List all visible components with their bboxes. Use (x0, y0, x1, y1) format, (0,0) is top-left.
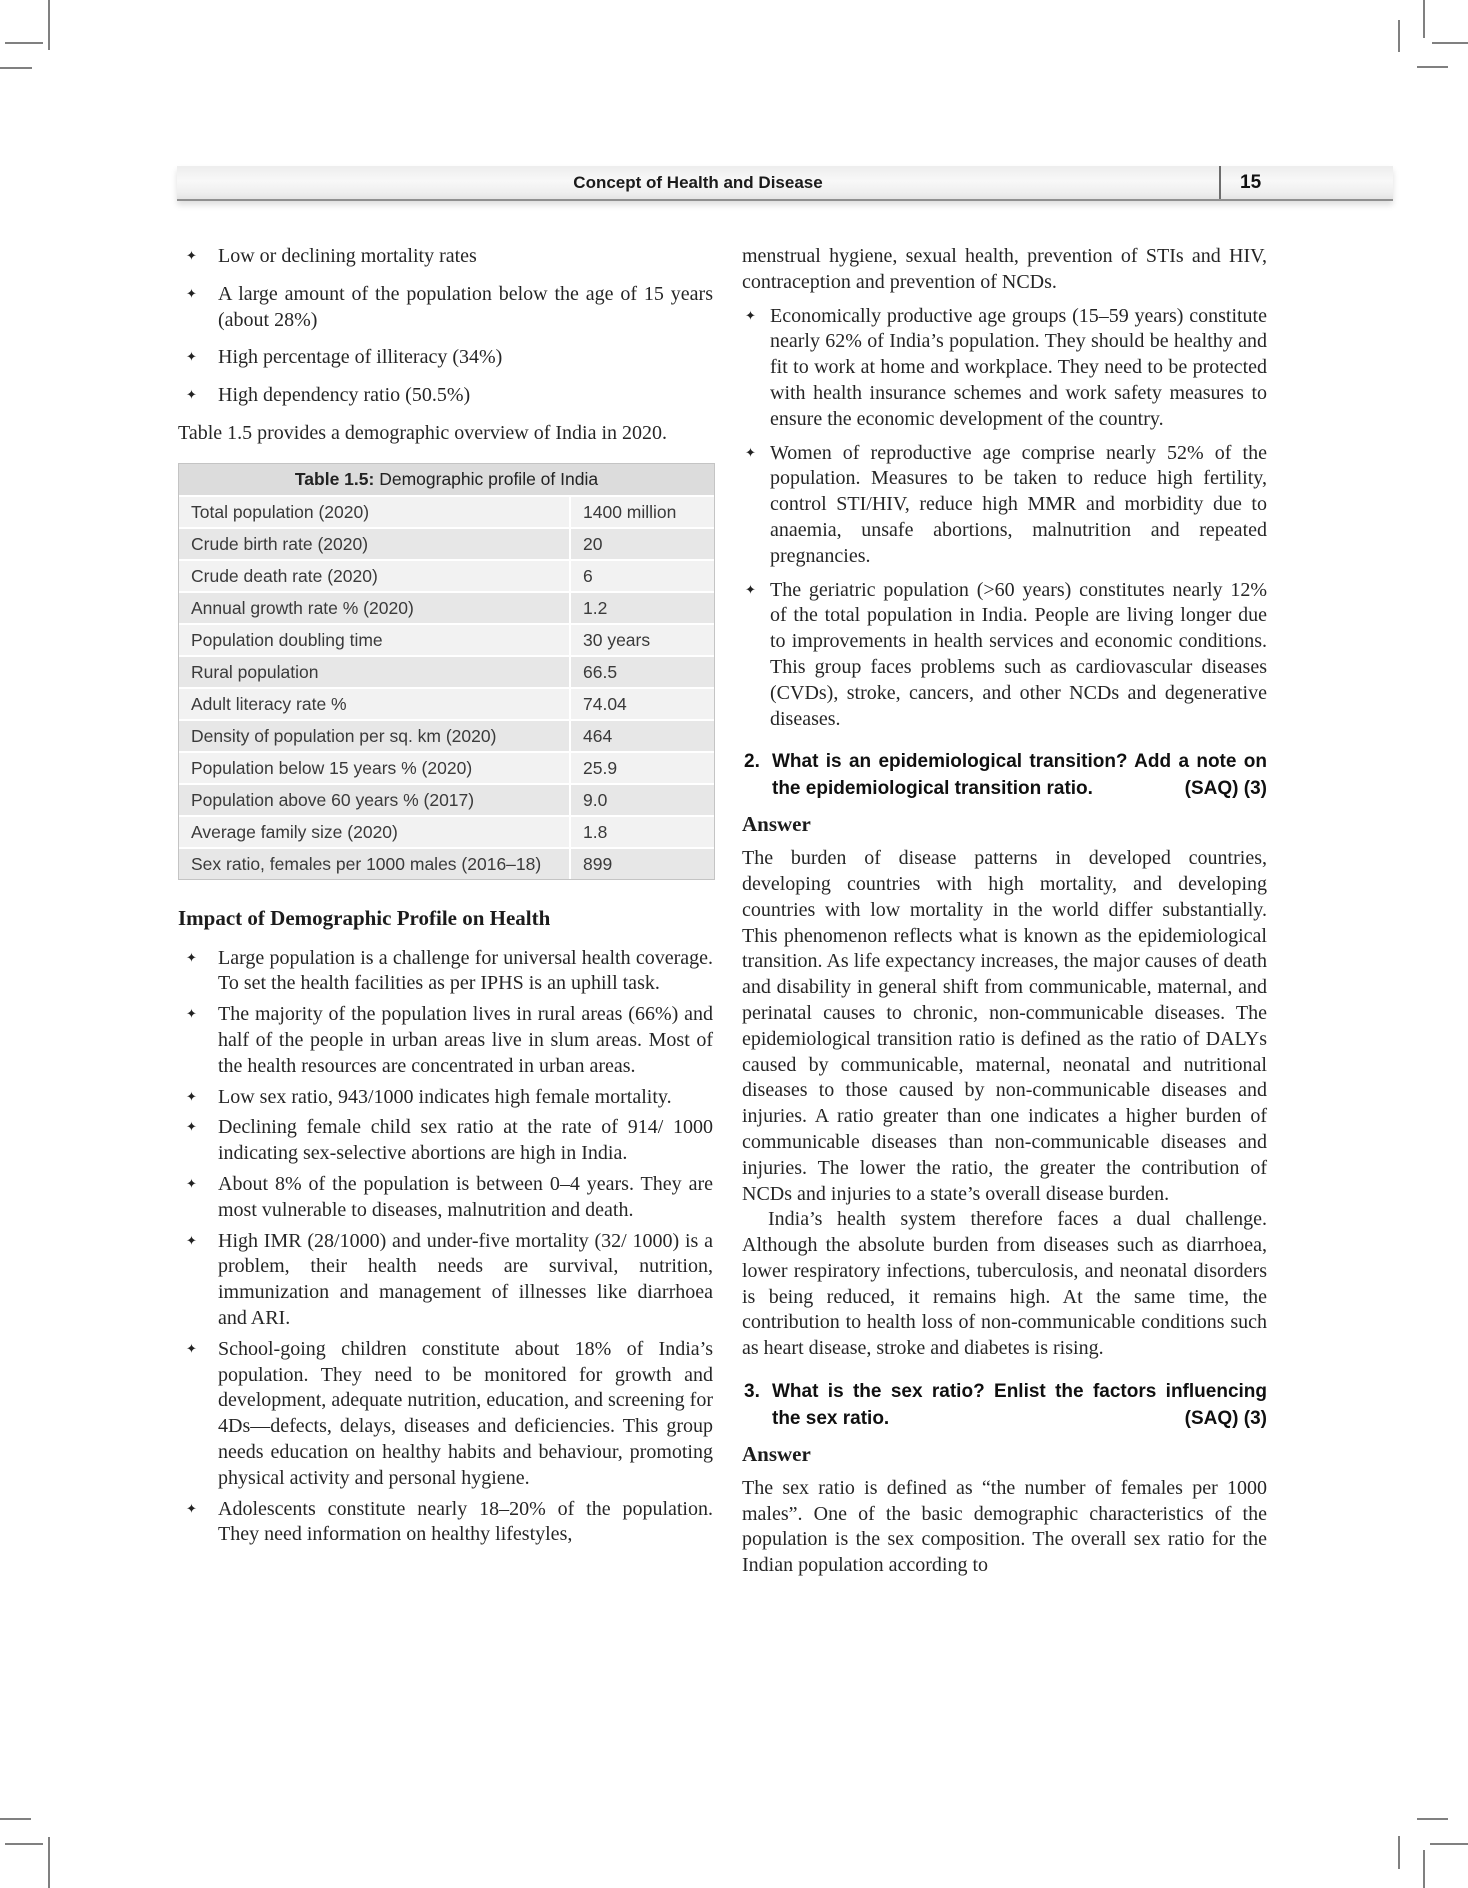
list-item (178, 345, 713, 371)
table-cell-value: 6 (569, 561, 714, 591)
list-item-text: Adolescents constitute nearly 18–20% of the population. They need information on healthy lifestyles, (218, 1497, 713, 1546)
table-cell-value: 899 (569, 849, 714, 879)
question-heading (742, 748, 1267, 802)
list-item (178, 244, 713, 270)
page-number: 15 (1240, 172, 1262, 193)
intro-paragraph: Table 1.5 provides a demographic overview of India in 2020. (178, 421, 668, 444)
table-cell-value: 74.04 (569, 689, 714, 719)
list-item-text: Low or declining mortality rates (218, 245, 477, 267)
list-item-text: High dependency ratio (50.5%) (218, 384, 471, 407)
question-marks-tag: (SAQ) (3) (1184, 778, 1267, 800)
header-divider (1219, 166, 1221, 199)
table-cell-value: 30 years (569, 625, 714, 655)
crop-mark (1398, 20, 1400, 52)
list-item (178, 1115, 713, 1167)
list-item (178, 282, 713, 334)
table-cell-label: Sex ratio, females per 1000 males (2016–18) (191, 853, 542, 874)
list-item-text: High IMR (28/1000) and under-five mortality (32/ 1000) is a problem, their health needs are survival, nutrition, immunization and management of illnesses like diarrhoea and ARI. (218, 1229, 713, 1329)
question-heading (742, 1378, 1267, 1432)
table-cell-value: 9.0 (569, 785, 714, 815)
list-item (178, 946, 713, 998)
list-item (742, 441, 1267, 570)
list-item-text: High percentage of illiteracy (34%) (218, 346, 503, 369)
crop-mark (1430, 1843, 1468, 1845)
list-item-text: Large population is a challenge for universal health coverage. To set the health facilities as per IPHS is an uphill task. (218, 946, 713, 995)
question-text (772, 1378, 1267, 1432)
table-row (179, 783, 714, 815)
answer-paragraph: The sex ratio is defined as “the number of females per 1000 males”. One of the basic demographic characteristics of the population is the sex composition. The overall sex ratio for the Indian population according to (742, 1476, 1267, 1577)
table-cell-label: Density of population per sq. km (2020) (191, 725, 497, 746)
bullet-star-icon: ✦ (186, 1120, 197, 1136)
demographic-table (178, 463, 715, 880)
table-cell-value: 25.9 (569, 753, 714, 783)
list-item (178, 383, 713, 409)
question-text-content: What is the sex ratio? Enlist the factors influencing the sex ratio. (772, 1381, 1267, 1430)
bullet-star-icon: ✦ (186, 350, 197, 366)
crop-mark (1398, 1836, 1400, 1869)
bullet-star-icon: ✦ (186, 1007, 197, 1023)
bullet-star-icon: ✦ (186, 1501, 197, 1517)
list-item (178, 1002, 713, 1079)
answer-paragraph: India’s health system therefore faces a dual challenge. Although the absolute burden from diseases such as diarrhoea, lower respiratory infections, tuberculosis, and neonatal disorders is being reduced, it remains high. At the same time, the contribution to health loss of non-communicable conditions such as heart disease, stroke and diabetes is rising. (742, 1208, 1267, 1360)
crop-mark (48, 1837, 50, 1888)
list-item-text: Declining female child sex ratio at the rate of 914/ 1000 indicating sex-selective abortions are high in India. (218, 1116, 713, 1165)
table-cell-label: Population doubling time (191, 629, 383, 650)
table-cell-label: Total population (2020) (191, 501, 370, 522)
table-row (179, 751, 714, 783)
list-item (742, 304, 1267, 433)
table-cell-value: 1.2 (569, 593, 714, 623)
list-item-text: Low sex ratio, 943/1000 indicates high female mortality. (218, 1085, 672, 1108)
question-marks-tag: (SAQ) (3) (1184, 1408, 1267, 1430)
running-header-title: Concept of Health and Disease (573, 173, 823, 192)
bullet-star-icon: ✦ (186, 286, 197, 302)
page-content (178, 244, 1267, 1579)
bullet-star-icon: ✦ (186, 388, 197, 404)
left-column (178, 244, 713, 1579)
list-item-text: Women of reproductive age comprise nearly 52% of the population. Measures to be taken to reduce high fertility, control STI/HIV, reduce high MMR and morbidity due to anaemia, unsafe abortions, malnutrition and repeated pregnancies. (770, 441, 1267, 567)
table-row (179, 655, 714, 687)
crop-mark (5, 1843, 43, 1845)
table-row (179, 815, 714, 847)
table-row (179, 559, 714, 591)
page-header-bar (177, 166, 1393, 201)
bullet-star-icon: ✦ (186, 1233, 197, 1249)
table-cell-label: Population above 60 years % (2017) (191, 789, 475, 810)
bullet-star-icon: ✦ (186, 1341, 197, 1357)
list-item (178, 1229, 713, 1332)
table-row (179, 495, 714, 527)
question-text (772, 748, 1267, 802)
crop-mark (1417, 1818, 1448, 1820)
list-item (178, 1337, 713, 1492)
table-cell-label: Crude birth rate (2020) (191, 533, 369, 554)
list-item (178, 1085, 713, 1111)
list-item-text: About 8% of the population is between 0–4 years. They are most vulnerable to diseases, malnutrition and death. (218, 1172, 713, 1221)
section-heading: Impact of Demographic Profile on Health (178, 905, 551, 930)
question-number: 2. (744, 751, 760, 773)
list-item-text: The majority of the population lives in rural areas (66%) and half of the people in urban areas live in slum areas. Most of the health resources are concentrated in urban areas. (218, 1003, 713, 1077)
table-row (179, 719, 714, 751)
table-row (179, 623, 714, 655)
crop-mark (5, 42, 43, 44)
table-cell-label: Adult literacy rate % (191, 693, 347, 714)
table-cell-value: 1.8 (569, 817, 714, 847)
list-item (742, 578, 1267, 733)
crop-mark (1423, 0, 1425, 38)
table-cell-label: Annual growth rate % (2020) (191, 597, 414, 618)
list-item-text: School-going children constitute about 18% of India’s population. They need to be monitored for growth and development, adequate nutrition, education, and screening for 4Ds—defects, delays, diseases and deficiencies. This group needs education on healthy habits and behaviour, promoting physical activity and personal hygiene. (218, 1337, 713, 1489)
table-cell-label: Population below 15 years % (2020) (191, 757, 473, 778)
table-row (179, 847, 714, 879)
table-caption-number: Table 1.5: (294, 468, 375, 489)
bullet-star-icon: ✦ (745, 308, 756, 324)
table-cell-value: 20 (569, 529, 714, 559)
crop-mark (1423, 1850, 1425, 1888)
continuation-paragraph: menstrual hygiene, sexual health, prevention of STIs and HIV, contraception and prevention of NCDs. (742, 245, 1267, 293)
question-number: 3. (744, 1381, 760, 1403)
list-item-text: A large amount of the population below the age of 15 years (about 28%) (218, 282, 713, 331)
table-cell-label: Average family size (2020) (191, 821, 398, 842)
table-cell-label: Rural population (191, 661, 319, 682)
crop-mark (0, 1818, 31, 1820)
table-row (179, 527, 714, 559)
question-text-content: What is an epidemiological transition? Add a note on the epidemiological transition ratio. (772, 751, 1267, 800)
list-item (178, 1497, 713, 1549)
crop-mark (0, 67, 32, 69)
list-item-text: The geriatric population (>60 years) constitutes nearly 12% of the total population in India. People are living longer due to improvements in health services and economic conditions. This group faces problems such as cardiovascular diseases (CVDs), stroke, cancers, and other NCDs and degenerative diseases. (770, 578, 1267, 730)
bullet-star-icon: ✦ (186, 249, 197, 264)
bullet-star-icon: ✦ (186, 1089, 197, 1105)
answer-paragraph: The burden of disease patterns in developed countries, developing countries with high mortality, and developing countries with low mortality in the world differ substantially. This phenomenon reflects what is known as the epidemiological transition. As life expectancy increases, the major causes of death and disability in general shift from communicable, maternal, and perinatal causes to chronic, non-communicable diseases. The epidemiological transition ratio is defined as the ratio of DALYs caused by communicable, maternal, neonatal and nutritional diseases to those caused by non-communicable diseases and injuries. A ratio greater than one indicates a higher burden of communicable diseases than non-communicable diseases and injuries. The lower the ratio, the greater the contribution of NCDs and injuries to a state’s overall disease burden. (742, 847, 1267, 1205)
table-cell-label: Crude death rate (2020) (191, 565, 378, 586)
answer-label: Answer (742, 1442, 811, 1467)
crop-mark (1432, 42, 1468, 44)
bullet-star-icon: ✦ (186, 1176, 197, 1192)
table-row (179, 591, 714, 623)
list-item (178, 1172, 713, 1224)
bullet-star-icon: ✦ (745, 582, 756, 598)
table-caption (179, 464, 714, 495)
table-caption-text: Demographic profile of India (374, 468, 599, 489)
bullet-star-icon: ✦ (186, 950, 197, 966)
table-cell-value: 1400 million (569, 497, 714, 527)
bullet-star-icon: ✦ (745, 445, 756, 461)
table-cell-value: 464 (569, 721, 714, 751)
crop-mark (1417, 66, 1448, 68)
table-cell-value: 66.5 (569, 657, 714, 687)
right-column (742, 244, 1267, 1579)
crop-mark (48, 0, 50, 50)
list-item-text: Economically productive age groups (15–59 years) constitute nearly 62% of India’s population. They should be healthy and fit to work at home and workplace. They need to be protected with health insurance schemes and work safety measures to ensure the economic development of the country. (770, 304, 1267, 430)
answer-label: Answer (742, 812, 811, 837)
table-row (179, 687, 714, 719)
